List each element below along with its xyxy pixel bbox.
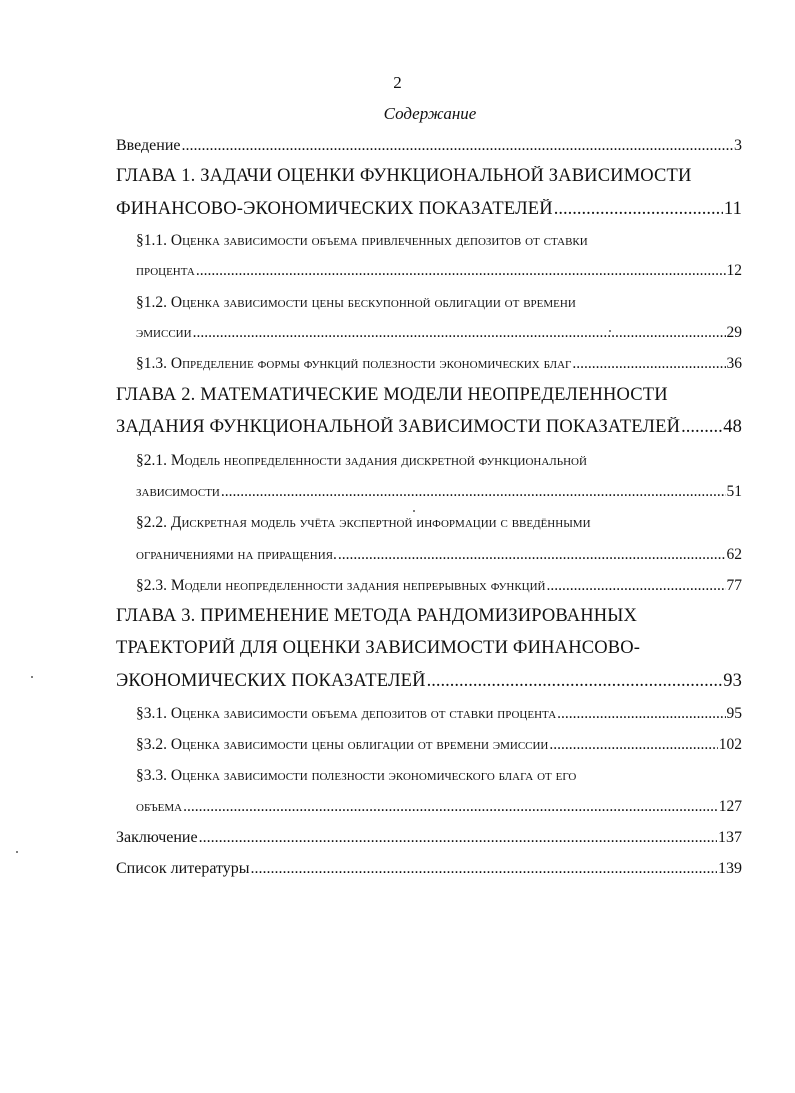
toc-chapter-2-line-1[interactable] xyxy=(116,385,756,409)
entry-title: ГЛАВА 3. ПРИМЕНЕНИЕ МЕТОДА РАНДОМИЗИРОВАННЫХ xyxy=(116,606,638,626)
entry-page: 139 xyxy=(718,860,742,877)
dot-leader xyxy=(183,798,718,816)
toc-section-1-2-line-2[interactable] xyxy=(136,324,742,348)
entry-title: §3.3. Оценка зависимости полезности экономического блага от его xyxy=(136,767,577,784)
entry-title: ГЛАВА 2. МАТЕМАТИЧЕСКИЕ МОДЕЛИ НЕОПРЕДЕЛЕННОСТИ xyxy=(116,385,668,405)
entry-title: ЗАДАНИЯ ФУНКЦИОНАЛЬНОЙ ЗАВИСИМОСТИ ПОКАЗАТЕЛЕЙ xyxy=(116,417,681,437)
toc-section-3-1[interactable] xyxy=(136,705,742,729)
scan-speck xyxy=(16,851,18,853)
dot-leader xyxy=(338,546,726,564)
toc-chapter-3-line-1[interactable] xyxy=(116,606,756,630)
entry-title: Введение xyxy=(116,137,181,154)
entry-title: процента xyxy=(136,262,195,279)
entry-page: 137 xyxy=(718,829,742,846)
toc-chapter-3-line-2[interactable] xyxy=(116,638,756,662)
entry-page: 48 xyxy=(723,417,742,437)
toc-section-1-3[interactable] xyxy=(136,355,742,379)
entry-page: 77 xyxy=(726,577,742,594)
toc-section-2-2-line-2[interactable] xyxy=(136,546,742,570)
entry-page: 3 xyxy=(734,137,742,154)
entry-title: §2.3. Модели неопределенности задания непрерывных функций xyxy=(136,577,546,594)
toc-section-1-1-line-1[interactable] xyxy=(136,232,736,256)
entry-title: эмиссии xyxy=(136,324,192,341)
entry-page: 51 xyxy=(726,483,742,500)
dot-leader xyxy=(221,483,726,501)
toc-entry-conclusion[interactable] xyxy=(116,829,742,853)
toc-section-2-1-line-1[interactable] xyxy=(136,452,736,476)
entry-page: 102 xyxy=(718,736,742,753)
toc-entry-references[interactable] xyxy=(116,860,742,884)
entry-title: объема xyxy=(136,798,183,815)
dot-leader xyxy=(554,199,723,220)
scan-speck xyxy=(609,330,611,332)
entry-title: §1.3. Определение формы функций полезности экономических благ xyxy=(136,355,572,372)
dot-leader xyxy=(199,829,717,847)
dot-leader xyxy=(547,577,726,595)
entry-page: 62 xyxy=(726,546,742,563)
dot-leader xyxy=(572,355,725,373)
toc-section-3-2[interactable] xyxy=(136,736,742,760)
entry-page: 93 xyxy=(723,671,742,691)
entry-page: 36 xyxy=(726,355,742,372)
page-number: 2 xyxy=(393,73,402,92)
entry-title: §2.1. Модель неопределенности задания дискретной функциональной xyxy=(136,452,587,469)
dot-leader xyxy=(427,671,723,692)
dot-leader xyxy=(182,137,734,155)
entry-title: ГЛАВА 1. ЗАДАЧИ ОЦЕНКИ ФУНКЦИОНАЛЬНОЙ ЗАВИСИМОСТИ xyxy=(116,166,692,186)
toc-section-2-3[interactable] xyxy=(136,577,742,601)
toc-section-2-2-line-1[interactable] xyxy=(136,514,736,538)
toc-title: Содержание xyxy=(383,104,477,123)
entry-title: Заключение xyxy=(116,829,198,846)
entry-title: §3.2. Оценка зависимости цены облигации от времени эмиссии xyxy=(136,736,549,753)
entry-title: ФИНАНСОВО-ЭКОНОМИЧЕСКИХ ПОКАЗАТЕЛЕЙ xyxy=(116,199,553,219)
entry-title: зависимости xyxy=(136,483,220,500)
entry-title: ЭКОНОМИЧЕСКИХ ПОКАЗАТЕЛЕЙ xyxy=(116,671,426,691)
entry-page: 11 xyxy=(723,199,742,219)
entry-title: §3.1. Оценка зависимости объема депозитов от ставки процента xyxy=(136,705,557,722)
dot-leader xyxy=(251,860,717,878)
dot-leader xyxy=(193,324,726,342)
toc-section-3-3-line-2[interactable] xyxy=(136,798,742,822)
toc-chapter-1-line-2[interactable] xyxy=(116,199,742,223)
toc-section-3-3-line-1[interactable] xyxy=(136,767,736,791)
toc-chapter-1-line-1[interactable] xyxy=(116,166,756,190)
toc-entry-introduction[interactable] xyxy=(116,137,742,161)
toc-chapter-3-line-3[interactable] xyxy=(116,671,742,695)
scan-speck xyxy=(413,510,415,512)
toc-chapter-2-line-2[interactable] xyxy=(116,417,742,441)
entry-title: Список литературы xyxy=(116,860,250,877)
dot-leader xyxy=(549,736,717,754)
entry-page: 12 xyxy=(726,262,742,279)
entry-title: §1.2. Оценка зависимости цены бескупонной облигации от времени xyxy=(136,294,576,311)
dot-leader xyxy=(557,705,725,723)
entry-title: ТРАЕКТОРИЙ ДЛЯ ОЦЕНКИ ЗАВИСИМОСТИ ФИНАНСОВО- xyxy=(116,638,641,658)
entry-page: 29 xyxy=(726,324,742,341)
entry-title: §2.2. Дискретная модель учёта экспертной информации с введёнными xyxy=(136,514,591,531)
entry-title: ограничениями на приращения. xyxy=(136,546,337,563)
toc-section-1-1-line-2[interactable] xyxy=(136,262,742,286)
entry-page: 95 xyxy=(726,705,742,722)
dot-leader xyxy=(681,417,722,438)
scan-speck xyxy=(31,676,33,678)
dot-leader xyxy=(196,262,726,280)
entry-title: §1.1. Оценка зависимости объема привлеченных депозитов от ставки xyxy=(136,232,588,249)
toc-section-1-2-line-1[interactable] xyxy=(136,294,736,318)
entry-page: 127 xyxy=(718,798,742,815)
toc-section-2-1-line-2[interactable] xyxy=(136,483,742,507)
